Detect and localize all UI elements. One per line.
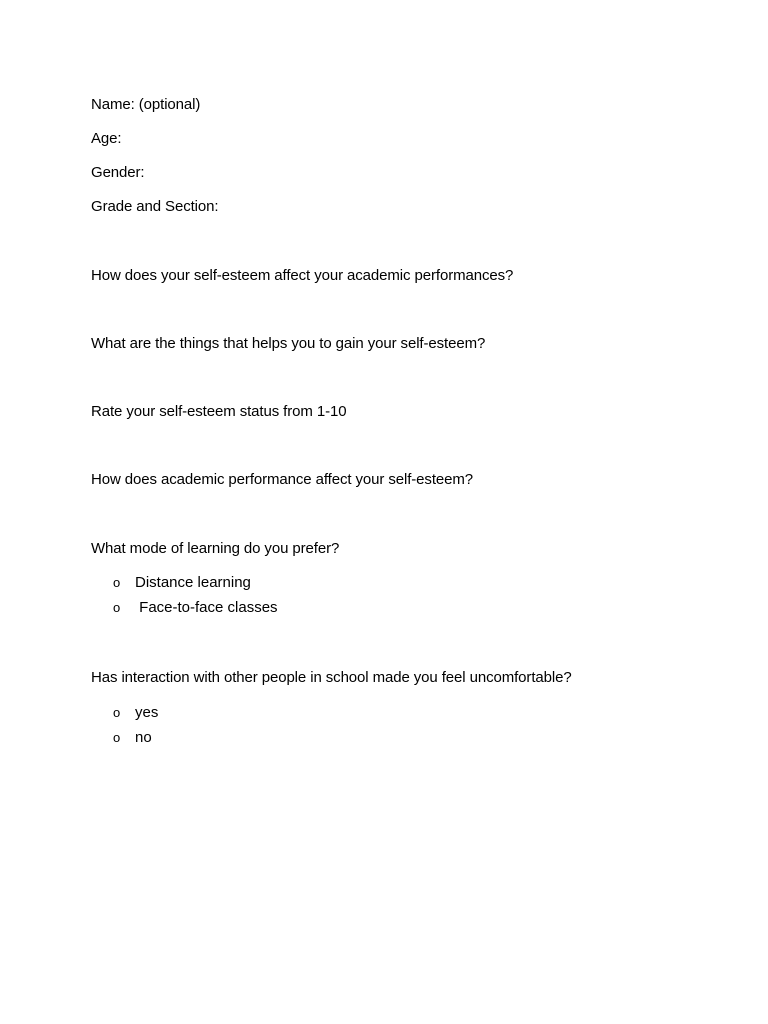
- option-label: no: [135, 729, 152, 746]
- option-label: yes: [135, 704, 159, 721]
- question-2: What are the things that helps you to gain your self-esteem?: [91, 335, 486, 352]
- bullet-icon: o: [113, 575, 121, 590]
- field-grade-section-label: Grade and Section:: [91, 198, 219, 215]
- bullet-icon: o: [113, 705, 121, 720]
- question-3: Rate your self-esteem status from 1-10: [91, 403, 347, 420]
- option-label: Distance learning: [135, 574, 251, 591]
- option-no[interactable]: [113, 728, 152, 748]
- question-1: How does your self-esteem affect your academic performances?: [91, 267, 514, 284]
- field-name-label: Name: (optional): [91, 96, 201, 113]
- option-distance-learning[interactable]: [113, 573, 251, 593]
- bullet-icon: o: [113, 600, 121, 615]
- option-yes[interactable]: [113, 703, 158, 723]
- field-age-label: Age:: [91, 130, 122, 147]
- question-6: Has interaction with other people in school made you feel uncomfortable?: [91, 669, 572, 686]
- question-5: What mode of learning do you prefer?: [91, 540, 340, 557]
- option-face-to-face[interactable]: [113, 598, 278, 618]
- question-4: How does academic performance affect your self-esteem?: [91, 471, 474, 488]
- field-gender-label: Gender:: [91, 164, 145, 181]
- bullet-icon: o: [113, 730, 121, 745]
- option-label: Face-to-face classes: [135, 599, 278, 616]
